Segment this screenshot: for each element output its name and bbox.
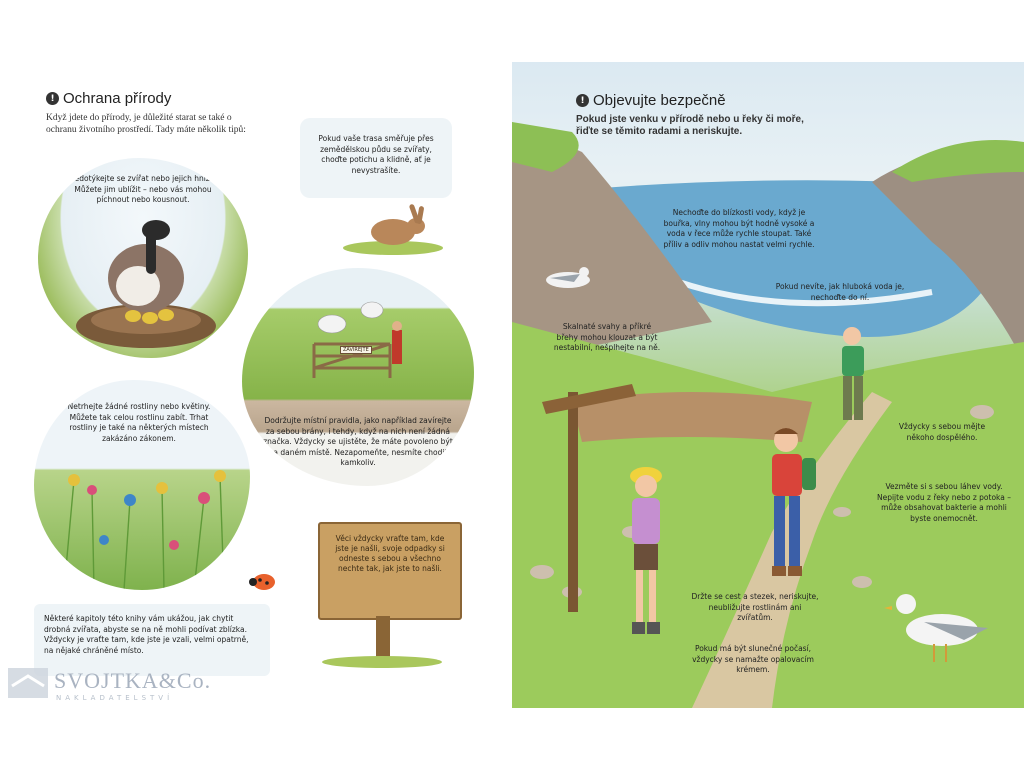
left-heading [46,90,171,107]
cliffs-text: Skalnaté svahy a příkré břehy mohou klouzat a být nestabilní, nešplhejte na ně. [553,322,661,352]
exclamation-icon: ! [576,94,589,107]
water-storm-text: Nechoďte do blízkosti vody, když je bouřka, vlny mohou být hodně vysoké a voda v řece může rychle stoupat. Také příliv a odliv mohou nastat velmi rychle. [663,208,815,249]
wooden-sign [318,522,462,620]
seagull-large-icon [884,582,994,662]
adult-hiker-icon [830,324,876,434]
right-page [512,62,1024,708]
farm-speech-bubble [300,118,452,198]
bubble-rules-text: Dodržujte místní pravidla, jako například zavírejte za sebou brány, i tehdy, když na nich není žádná značka. Vždycky se ujistěte, že máte povoleno být na daném místě. Nezapomeňte, nesmíte chodit kamkoliv. [263,416,453,467]
rabbit-icon [338,196,448,256]
sign-text: Věci vždycky vraťte tam, kde jste je našli, svoje odpadky si odneste s sebou a všechno nechte tak, jak jste to našli. [335,534,445,573]
right-title: Objevujte bezpečně [593,92,726,109]
seagull-icon [540,258,596,294]
publisher-logo [6,662,212,706]
bottom-note-text: Některé kapitoly této knihy vám ukážou, jak chytit drobná zvířata, abyste se na ně mohli podívat zblízka. Vždycky je vraťte tam, kde jste je vzali, velmi opatrně, na nějaké chráněné místo. [44,614,249,655]
exclamation-icon: ! [46,92,59,105]
adult-text: Vždycky s sebou mějte někoho dospělého. [898,422,986,442]
right-heading [576,92,726,109]
flowers-illustration [34,380,250,590]
bubble-birds-text: Nedotýkejte se zvířat nebo jejich hnízd. Můžete jim ublížit – nebo vás mohou píchnout nebo kousnout. [69,174,217,204]
bubble-plants-text: Netrhejte žádné rostliny nebo květiny. Můžete tak celou rostlinu zabít. Trhat rostliny je také na některých místech zakázáno zákonem. [67,402,211,443]
boy-hiker-icon [752,422,822,592]
water-depth-text: Pokud nevíte, jak hluboká voda je, nechoďte do ní. [775,282,905,302]
logo-name: SVOJTKA&Co. [54,668,212,693]
right-intro: Pokud jste venku v přírodě nebo u řeky či moře, řiďte se těmito radami a neriskujte. [576,114,804,137]
girl-hiker-icon [616,462,676,652]
sign-grass [322,656,442,668]
bubble-farm-text: Pokud vaše trasa směřuje přes zemědělskou půdu se zvířaty, choďte potichu a klidně, ať je nevystrašíte. [318,134,434,175]
ladybird-icon [240,566,284,596]
paths-text: Držte se cest a stezek, neriskujte, neubližujte rostlinám ani zvířatům. [691,592,819,622]
goose-nest-illustration [38,158,248,358]
gate-sign: ZAVÍREJTE [340,346,372,354]
left-intro: Když jdete do přírody, je důležité starat se také o ochranu životního prostředí. Tady máte několik tipů: [46,113,246,135]
sign-post [376,616,390,660]
left-title: Ochrana přírody [63,90,172,107]
logo-subtitle: NAKLADATELSTVÍ [56,694,174,702]
sun-text: Pokud má být slunečné počasí, vždycky se namažte opalovacím krémem. [692,644,814,674]
farm-gate-illustration [242,268,474,486]
water-bottle-text: Vezměte si s sebou láhev vody. Nepijte vodu z řeky nebo z potoka – může obsahovat bakterie a mohli byste onemocnět. [876,482,1011,523]
book-logo-icon [6,664,50,700]
